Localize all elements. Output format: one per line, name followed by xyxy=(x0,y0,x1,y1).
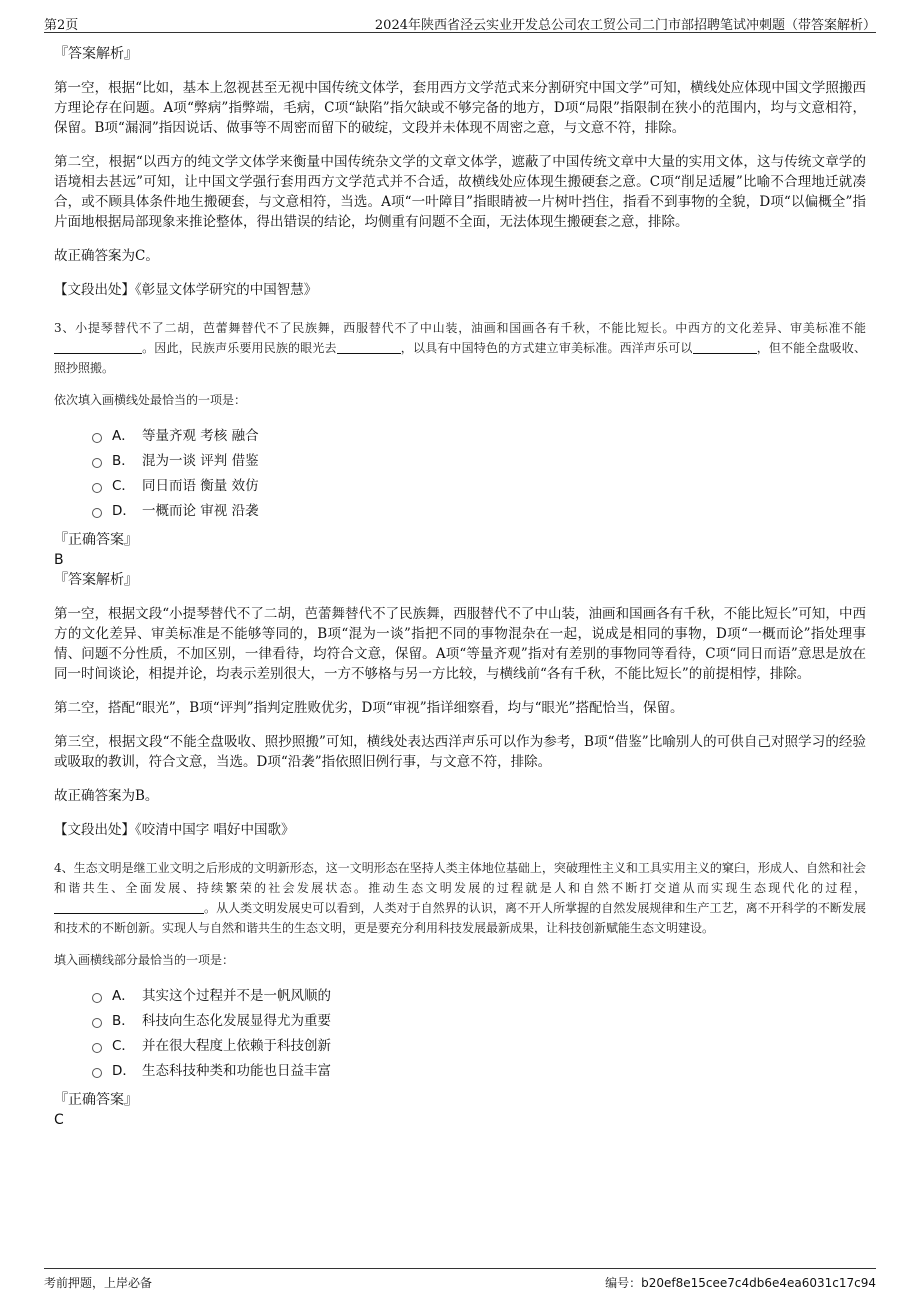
document-id: 编号：b20ef8e15cee7c4db6e4ea6031c17c94 xyxy=(605,1276,876,1290)
radio-icon[interactable] xyxy=(92,993,102,1003)
analysis-label: 『答案解析』 xyxy=(54,572,138,588)
radio-icon[interactable] xyxy=(92,433,102,443)
blank-line xyxy=(54,899,204,914)
radio-icon[interactable] xyxy=(92,1043,102,1053)
answer-conclusion: 故正确答案为C。 xyxy=(54,248,159,264)
option-d[interactable]: D． 一概而论 审视 沿袭 xyxy=(92,499,866,524)
passage-source: 【文段出处】《彰显文体学研究的中国智慧》 xyxy=(54,282,318,298)
footer-slogan: 考前押题，上岸必备 xyxy=(44,1276,153,1290)
radio-icon[interactable] xyxy=(92,1018,102,1028)
option-d[interactable]: D． 生态科技种类和功能也日益丰富 xyxy=(92,1059,866,1084)
radio-icon[interactable] xyxy=(92,508,102,518)
page-footer xyxy=(44,1268,876,1293)
question-4-prompt: 填入画横线部分最恰当的一项是： xyxy=(54,953,235,967)
page-header xyxy=(44,12,876,33)
radio-icon[interactable] xyxy=(92,483,102,493)
radio-icon[interactable] xyxy=(92,1068,102,1078)
correct-answer: B xyxy=(54,552,64,568)
question-3-text: 3、小提琴替代不了二胡，芭蕾舞替代不了民族舞，西服替代不了中山装，油画和国画各有千秋，不能比短长。中西方的文化差异、审美标准不能。因此，民族声乐要用民族的眼光去 ，以具有中国特色的方式建立审美标准。西洋声乐可以 ，但不能全盘吸收、照抄照搬。 xyxy=(54,321,866,375)
question-4-options xyxy=(92,984,866,1084)
correct-answer: C xyxy=(54,1112,64,1128)
option-a[interactable]: A． 等量齐观 考核 融合 xyxy=(92,424,866,449)
answer-conclusion: 故正确答案为B。 xyxy=(54,788,159,804)
correct-answer-label: 『正确答案』 xyxy=(54,532,138,548)
question-3-options xyxy=(92,424,866,524)
blank-line xyxy=(54,339,142,354)
analysis-paragraph: 第一空，根据文段“小提琴替代不了二胡，芭蕾舞替代不了民族舞，西服替代不了中山装，油画和国画各有千秋，不能比短长”可知，中西方的文化差异、审美标准是不能够等同的，B项“混为一谈”指把不同的事物混杂在一起，说成是相同的事物，D项“一概而论”指处理事情、问题不分性质，不加区别，一律看待，均符合文意，保留。A项“等量齐观”指对有差别的事物同等看待，C项“同日而语”意思是放在同一时间谈论，相提并论，均表示差别很大，一方不够格与另一方比较，与横线前“各有千秋，不能比短长”的前提相悖，排除。 xyxy=(54,606,866,682)
blank-line xyxy=(337,339,401,354)
option-c[interactable]: C． 同日而语 衡量 效仿 xyxy=(92,474,866,499)
radio-icon[interactable] xyxy=(92,458,102,468)
analysis-paragraph: 第二空，搭配“眼光”，B项“评判”指判定胜败优劣，D项“审视”指详细察看，均与“眼光”搭配恰当，保留。 xyxy=(54,700,684,716)
blank-line xyxy=(693,339,757,354)
analysis-label: 『答案解析』 xyxy=(54,46,138,62)
document-body xyxy=(54,40,866,1130)
option-b[interactable]: B． 科技向生态化发展显得尤为重要 xyxy=(92,1009,866,1034)
option-b[interactable]: B． 混为一谈 评判 借鉴 xyxy=(92,449,866,474)
passage-source: 【文段出处】《咬清中国字 唱好中国歌》 xyxy=(54,822,295,838)
option-a[interactable]: A． 其实这个过程并不是一帆风顺的 xyxy=(92,984,866,1009)
correct-answer-label: 『正确答案』 xyxy=(54,1092,138,1108)
analysis-paragraph: 第一空，根据“比如，基本上忽视甚至无视中国传统文体学，套用西方文学范式来分割研究中国文学”可知，横线处应体现中国文学照搬西方理论存在问题。A项“弊病”指弊端，毛病，C项“缺陷”指欠缺或不够完备的地方，D项“局限”指限制在狭小的范围内，均与文意相符，保留。B项“漏洞”指因说话、做事等不周密而留下的破绽，文段并未体现不周密之意，与文意不符，排除。 xyxy=(54,80,866,136)
page-number: 第2页 xyxy=(44,18,79,33)
option-c[interactable]: C． 并在很大程度上依赖于科技创新 xyxy=(92,1034,866,1059)
document-title: 2024年陕西省泾云实业开发总公司农工贸公司二门市部招聘笔试冲刺题（带答案解析） xyxy=(374,18,876,33)
analysis-paragraph: 第三空，根据文段“不能全盘吸收、照抄照搬”可知，横线处表达西洋声乐可以作为参考，B项“借鉴”比喻别人的可供自己对照学习的经验或吸取的教训，符合文意，当选。D项“沿袭”指依照旧例行事，与文意不符，排除。 xyxy=(54,734,866,770)
question-3-prompt: 依次填入画横线处最恰当的一项是： xyxy=(54,393,247,407)
question-4-text: 4、生态文明是继工业文明之后形成的文明新形态，这一文明形态在坚持人类主体地位基础上，突破理性主义和工具实用主义的窠臼，形成人、自然和社会和谐共生、全面发展、持续繁荣的社会发展状态。推动生态文明发展的过程就是人和自然不断打交道从而实现生态现代化的过程，。从人类文明发展史可以看到，人类对于自然界的认识，离不开人所掌握的自然发展规律和生产工艺，离不开科学的不断发展和技术的不断创新。实现人与自然和谐共生的生态文明，更是要充分利用科技发展最新成果，让科技创新赋能生态文明建设。 xyxy=(54,861,866,935)
analysis-paragraph: 第二空，根据“以西方的纯文学文体学来衡量中国传统杂文学的文章文体学，遮蔽了中国传统文章中大量的实用文体，这与传统文章学的语境相去甚远”可知，让中国文学强行套用西方文学范式并不合适，故横线处应体现生搬硬套之意。C项“削足适履”比喻不合理地迁就凑合，或不顾具体条件地生搬硬套，与文意相符，当选。A项“一叶障目”指眼睛被一片树叶挡住，指看不到事物的全貌，D项“以偏概全”指片面地根据局部现象来推论整体，得出错误的结论，均侧重有问题不全面，无法体现生搬硬套之意，排除。 xyxy=(54,154,866,230)
